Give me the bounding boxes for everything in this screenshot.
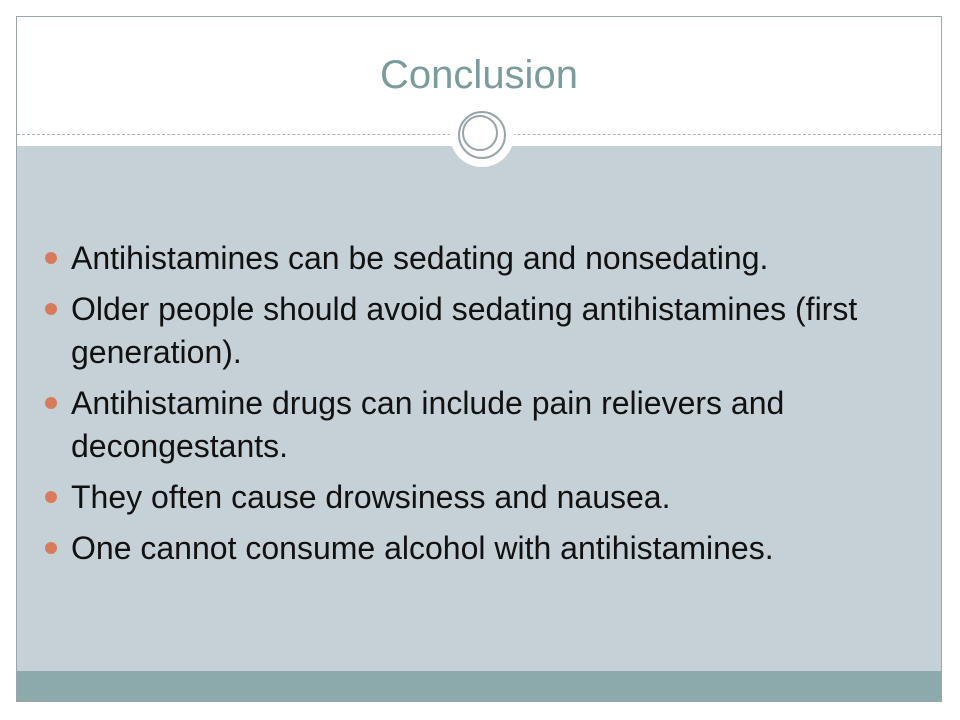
bullet-list [41, 237, 921, 578]
bullet-text: Antihistamine drugs can include pain relievers and decongestants. [71, 385, 785, 464]
bullet-item [41, 288, 921, 374]
bullet-text: They often cause drowsiness and nausea. [71, 479, 671, 515]
circle-ornament-icon [450, 103, 514, 167]
bullet-dot-icon [45, 303, 57, 315]
bullet-dot-icon [45, 252, 57, 264]
ornament-inner-ring [462, 115, 498, 151]
bullet-dot-icon [45, 491, 57, 503]
slide [16, 16, 942, 702]
bullet-dot-icon [45, 397, 57, 409]
bullet-text: One cannot consume alcohol with antihistamines. [71, 530, 774, 566]
bullet-item [41, 237, 921, 280]
bullet-dot-icon [45, 542, 57, 554]
slide-title: Conclusion [380, 53, 578, 97]
bullet-item [41, 382, 921, 468]
bullet-item [41, 476, 921, 519]
bullet-text: Antihistamines can be sedating and nonsedating. [71, 240, 769, 276]
bullet-text: Older people should avoid sedating antihistamines (first generation). [71, 291, 858, 370]
bullet-item [41, 527, 921, 570]
footer-band [17, 671, 941, 702]
